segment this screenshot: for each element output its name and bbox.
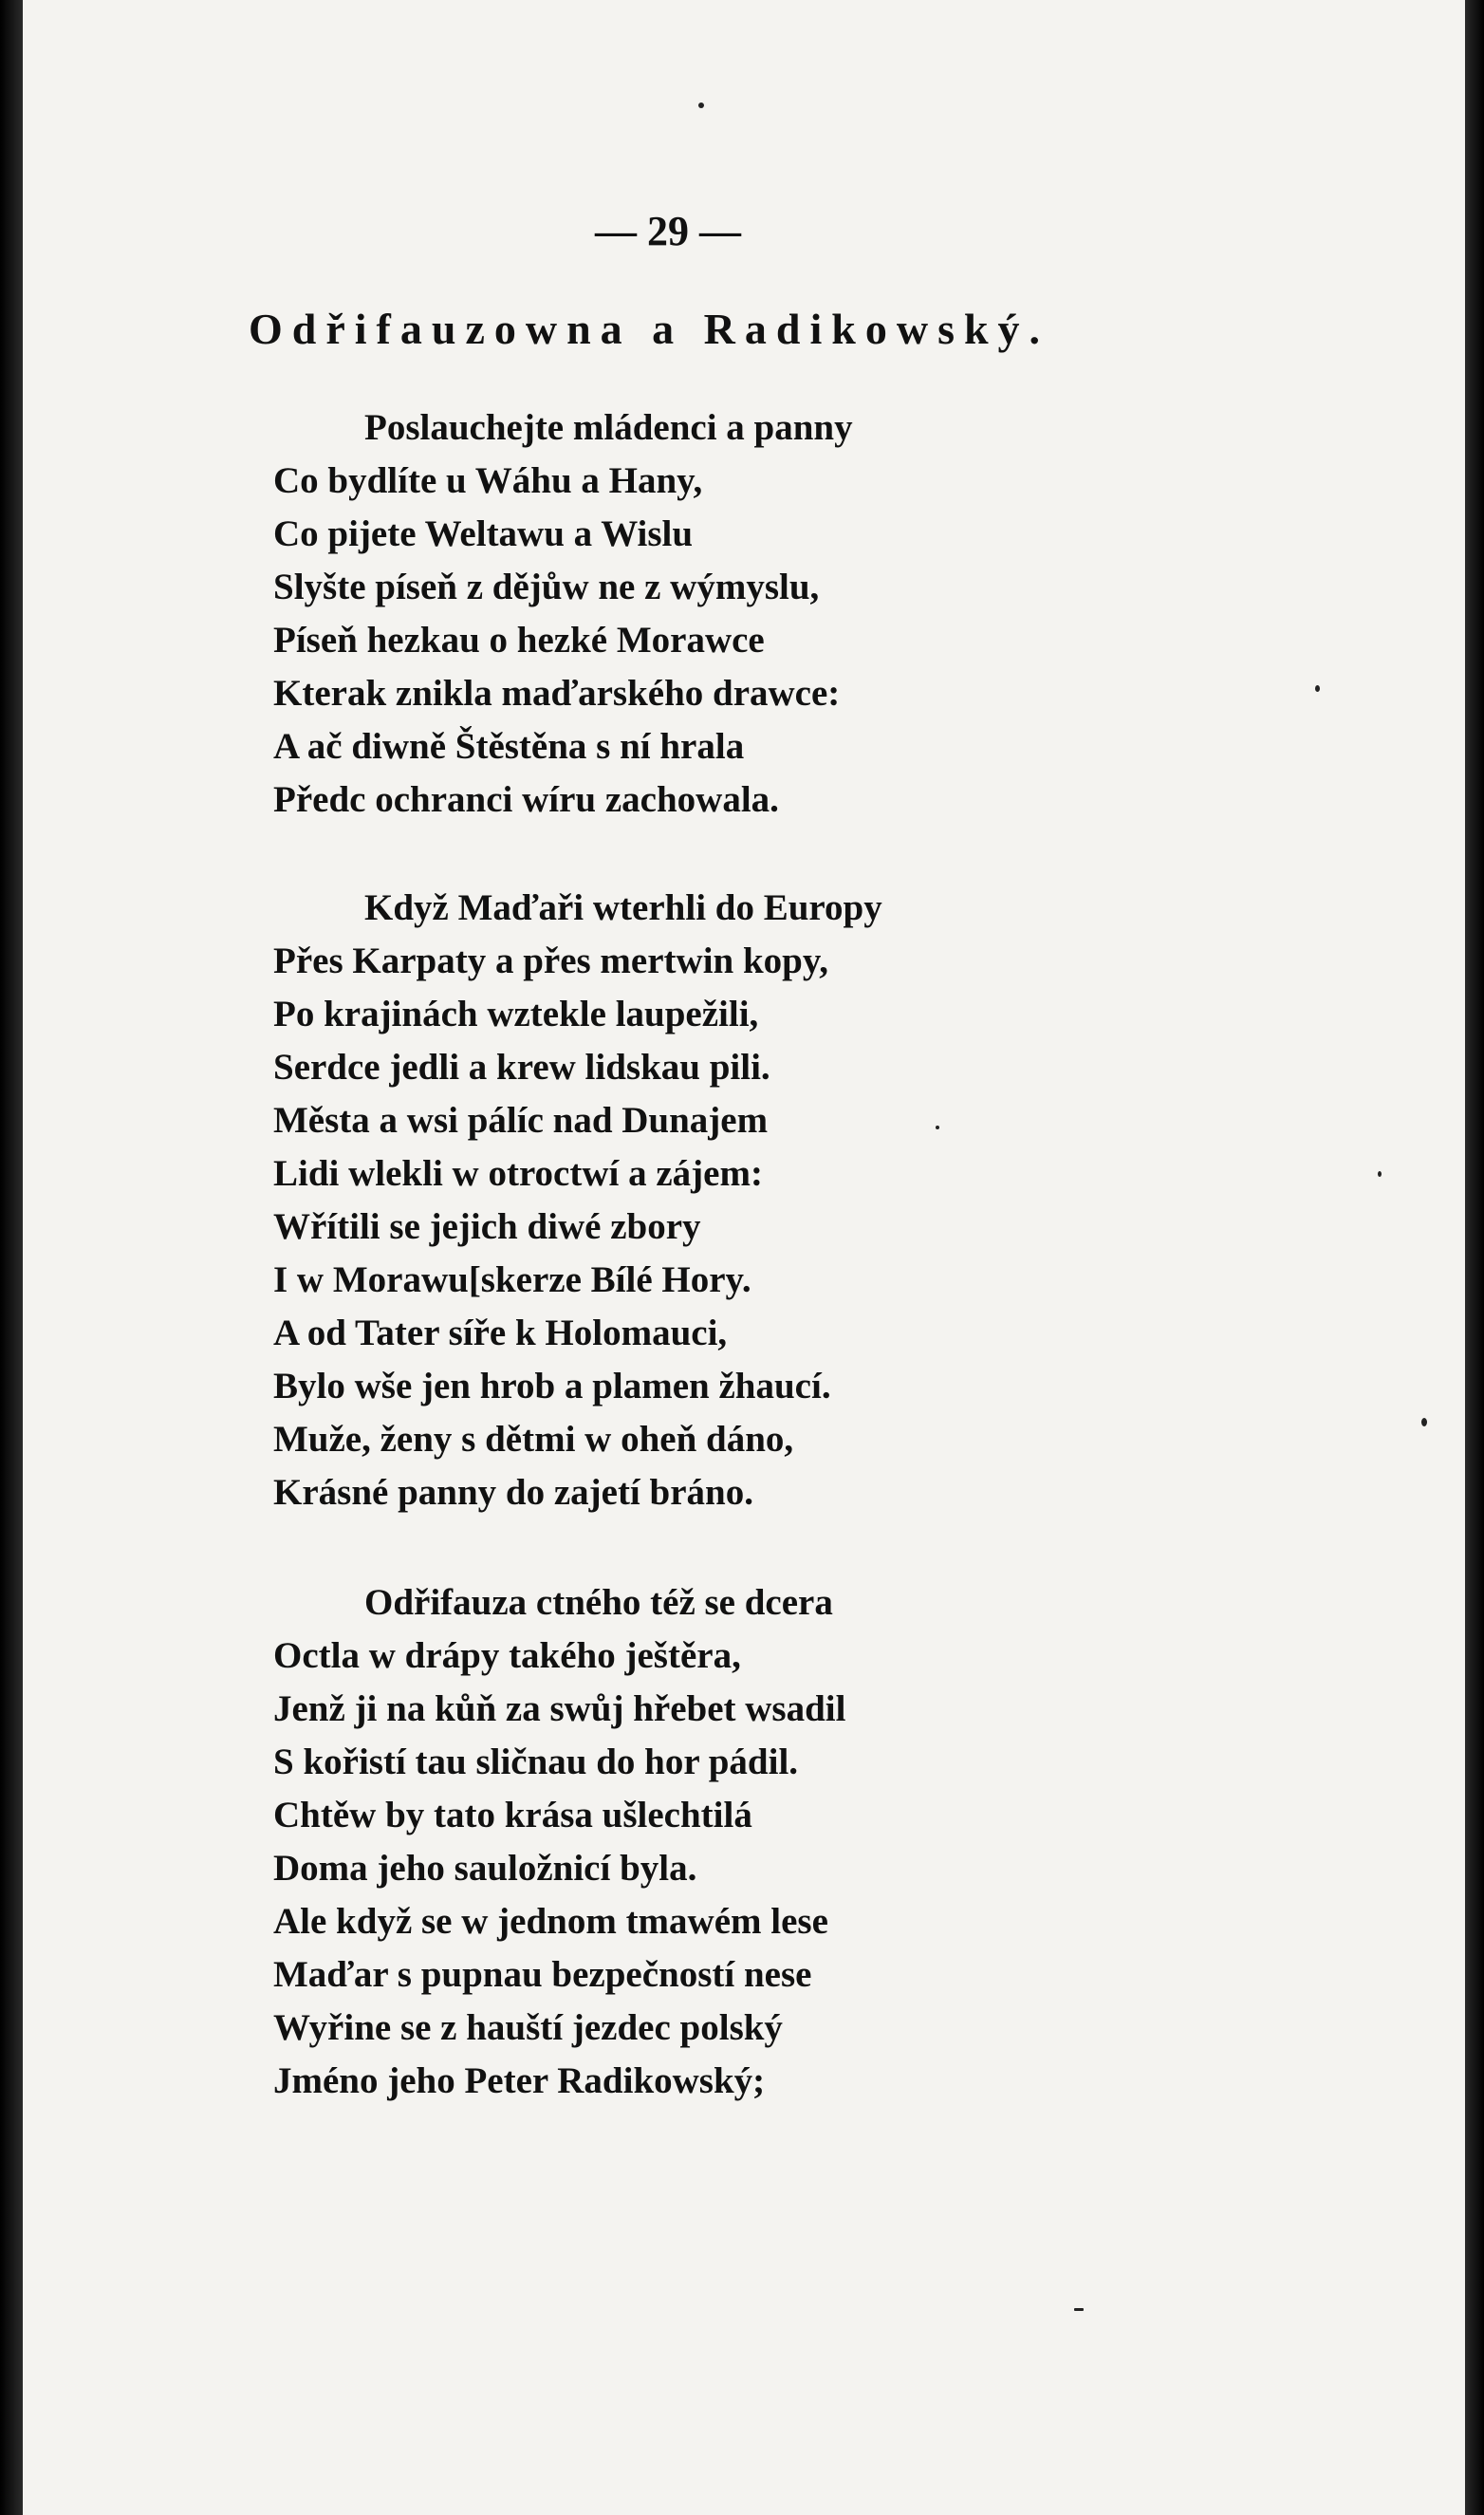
verse-line: Jméno jeho Peter Radikowský; bbox=[273, 2060, 766, 2101]
verse-line: Přes Karpaty a přes mertwin kopy, bbox=[273, 941, 828, 981]
verse-line: Jenž ji na kůň za swůj hřebet wsadil bbox=[273, 1688, 846, 1729]
book-page bbox=[23, 0, 1465, 2515]
verse-line: Předc ochranci wíru zachowala. bbox=[273, 779, 779, 820]
verse-line: Po krajinách wztekle laupežili, bbox=[273, 994, 759, 1034]
verse-line: Města a wsi pálíc nad Dunajem bbox=[273, 1100, 769, 1141]
scan-speck bbox=[1378, 1171, 1382, 1177]
book-binding-edge bbox=[0, 0, 23, 2515]
verse-line: Píseň hezkau o hezké Morawce bbox=[273, 620, 765, 661]
verse-line: Muže, ženy s dětmi w oheň dáno, bbox=[273, 1419, 794, 1460]
poem-title: Odřifauzowna a Radikowský. bbox=[249, 305, 1050, 353]
verse-line: Co bydlíte u Wáhu a Hany, bbox=[273, 460, 703, 501]
verse-line: Slyšte píseň z dějůw ne z wýmyslu, bbox=[273, 567, 820, 607]
verse-line: Lidi wlekli w otroctwí a zájem: bbox=[273, 1153, 763, 1194]
verse-line: Co pijete Weltawu a Wislu bbox=[273, 513, 694, 554]
verse-line: Kterak znikla maďarského drawce: bbox=[273, 673, 841, 714]
verse-line: Chtěw by tato krása ušlechtilá bbox=[273, 1795, 752, 1835]
verse-line: Octla w drápy takého ještěra, bbox=[273, 1635, 741, 1676]
verse-line: Bylo wše jen hrob a plamen žhaucí. bbox=[273, 1366, 831, 1407]
verse-line: S kořistí tau sličnau do hor pádil. bbox=[273, 1742, 799, 1782]
scan-speck bbox=[936, 1126, 939, 1129]
scan-speck bbox=[1074, 2308, 1084, 2311]
verse-line: Odřifauza ctného též se dcera bbox=[364, 1582, 833, 1623]
verse-line: Wřítili se jejich diwé zbory bbox=[273, 1206, 701, 1247]
page-right-edge bbox=[1465, 0, 1484, 2515]
verse-line: Poslauchejte mládenci a panny bbox=[364, 407, 853, 448]
scan-speck bbox=[1421, 1418, 1427, 1426]
scan-speck bbox=[1315, 685, 1320, 692]
verse-line: I w Morawu[skerze Bílé Hory. bbox=[273, 1259, 751, 1300]
page-number: — 29 — bbox=[595, 208, 741, 254]
verse-line: Serdce jedli a krew lidskau pili. bbox=[273, 1047, 770, 1088]
verse-line: Doma jeho sauložnicí byla. bbox=[273, 1848, 697, 1889]
verse-line: Ale když se w jednom tmawém lese bbox=[273, 1901, 828, 1942]
scan-speck bbox=[698, 102, 704, 108]
verse-line: Když Maďaři wterhli do Europy bbox=[364, 887, 882, 928]
verse-line: Maďar s pupnau bezpečností nese bbox=[273, 1954, 812, 1995]
verse-line: Krásné panny do zajetí bráno. bbox=[273, 1472, 753, 1513]
verse-line: A od Tater síře k Holomauci, bbox=[273, 1313, 728, 1353]
verse-line: A ač diwně Štěstěna s ní hrala bbox=[273, 726, 745, 767]
verse-line: Wyřine se z hauští jezdec polský bbox=[273, 2007, 783, 2048]
